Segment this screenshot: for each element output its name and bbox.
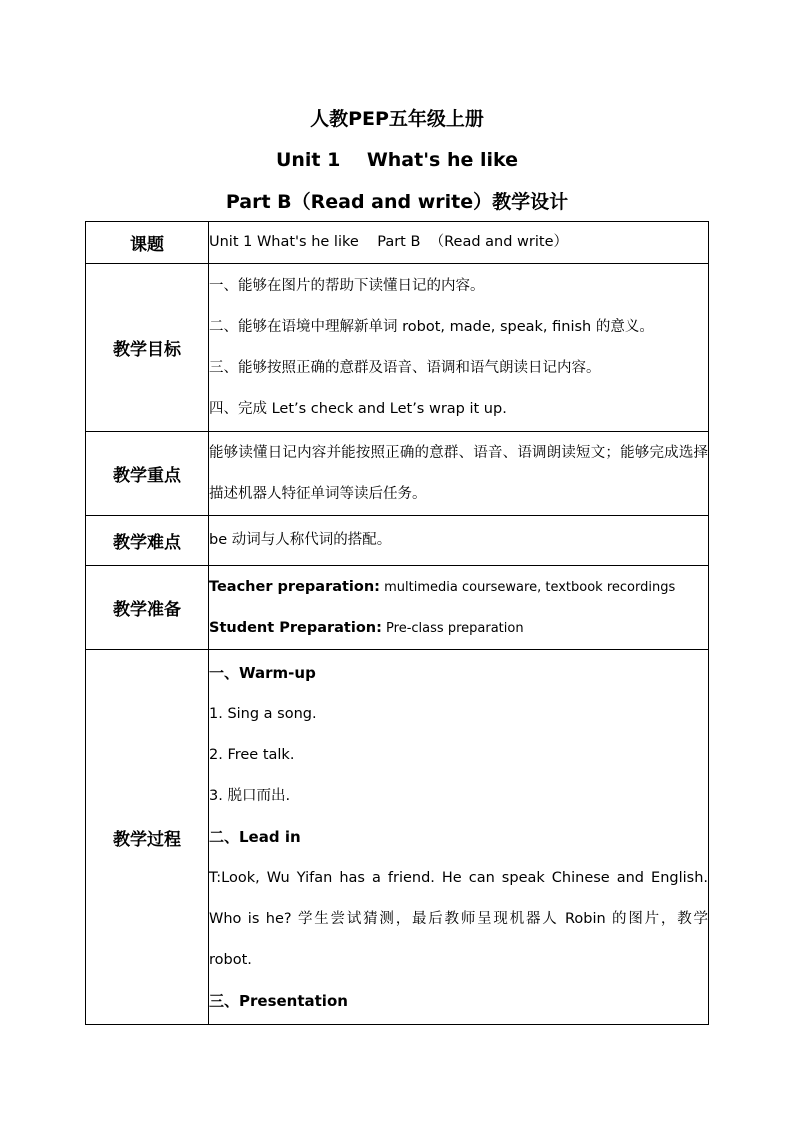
student-preparation [209,608,708,649]
label-topic: 课题 [86,222,209,264]
label-process: 教学过程 [86,650,209,1025]
objective-item: 三、能够按照正确的意群及语音、语调和语气朗读日记内容。 [209,359,601,376]
doc-unit-title: Unit 1 What's he like [275,149,519,171]
row-key-points [86,432,709,516]
student-preparation-text: Pre-class preparation [381,620,524,636]
teacher-preparation-label: Teacher preparation: [209,578,380,595]
topic-text [209,222,709,264]
doc-title: 人教PEP五年级上册 [310,108,484,130]
topic-value: Unit 1 What's he like Part B （Read and write） [209,234,569,250]
lead-in-text: T:Look, Wu Yifan has a friend. He can speak Chinese and English. Who is he? 学生尝试猜测，最后教师呈现机器人 Robin 的图片，教学 robot. [209,869,708,968]
warmup-item: 2. Free talk. [209,746,295,763]
objectives-cell [209,264,709,432]
section-presentation: 三、Presentation [209,991,348,1010]
teacher-preparation-text: multimedia courseware, textbook recordings [379,579,676,595]
row-preparation [86,566,709,650]
objective-item: 二、能够在语境中理解新单词 robot, made, speak, finish 的意义。 [209,318,654,335]
label-difficulties: 教学难点 [86,516,209,566]
lesson-plan-table [85,221,709,1025]
objective-item: 四、完成 Let’s check and Let’s wrap it up. [209,400,507,417]
row-objectives [86,264,709,432]
section-warmup: 一、Warm-up [209,663,316,682]
difficulties-cell [209,516,709,566]
label-key-points: 教学重点 [86,432,209,516]
row-difficulties [86,516,709,566]
student-preparation-label: Student Preparation: [209,619,382,636]
doc-part-title: Part B（Read and write）教学设计 [225,191,569,213]
process-cell [209,650,709,1025]
label-preparation: 教学准备 [86,566,209,650]
key-points-text: 能够读懂日记内容并能按照正确的意群、语音、语调朗读短文；能够完成选择描述机器人特征单词等读后任务。 [209,444,708,502]
preparation-cell [209,566,709,650]
warmup-item: 1. Sing a song. [209,705,317,722]
warmup-item: 3. 脱口而出. [209,787,291,804]
label-objectives: 教学目标 [86,264,209,432]
section-lead-in: 二、Lead in [209,827,301,846]
difficulties-text: be 动词与人称代词的搭配。 [209,532,392,548]
key-points-cell [209,432,709,516]
teacher-preparation [209,567,708,608]
row-topic [86,222,709,264]
objective-item: 一、能够在图片的帮助下读懂日记的内容。 [209,277,485,294]
row-process [86,650,709,1025]
